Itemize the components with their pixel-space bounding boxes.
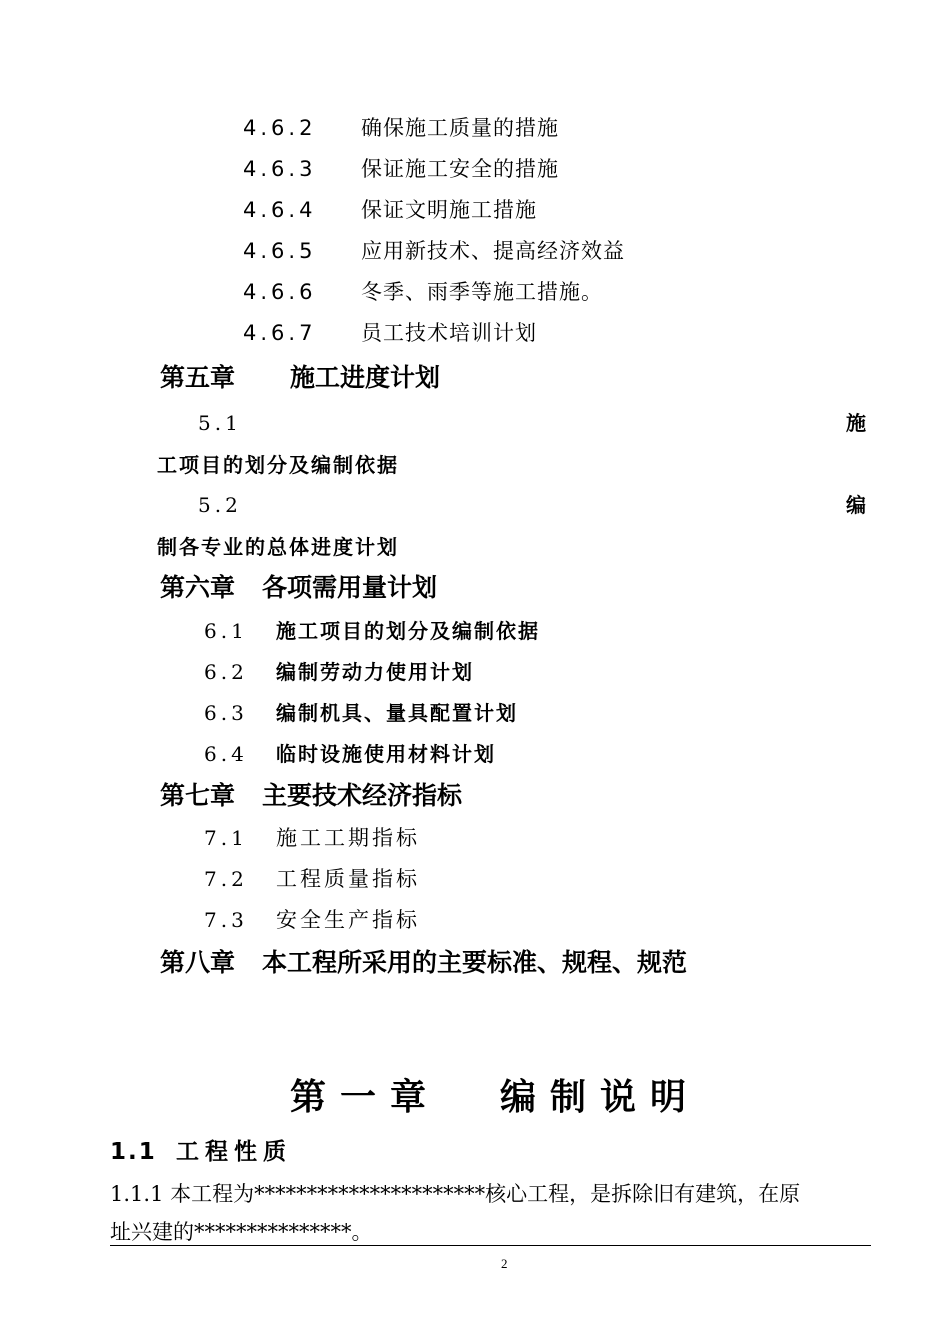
- toc-item-4-6-5: [243, 241, 625, 262]
- toc-item-5-1-continuation: 工项目的划分及编制依据: [157, 453, 399, 477]
- toc-item-text: 编制劳动力使用计划: [276, 660, 474, 684]
- chapter-label: 第七章: [160, 781, 236, 810]
- toc-item-number: 4.6.7: [243, 321, 317, 345]
- chapter-title: 施工进度计划: [290, 363, 441, 392]
- toc-chapter-6: [160, 575, 437, 600]
- section-number: 1.1: [110, 1139, 157, 1165]
- toc-item-text: 应用新技术、提高经济效益: [361, 239, 625, 263]
- chapter-title: 主要技术经济指标: [262, 781, 463, 810]
- toc-item-4-6-3: [243, 159, 559, 180]
- toc-item-5-2-continuation: 制各专业的总体进度计划: [157, 535, 399, 559]
- toc-item-number: 7.2: [204, 867, 248, 891]
- chapter-title: 各项需用量计划: [262, 573, 438, 602]
- toc-item-6-2: [204, 662, 474, 682]
- toc-item-4-6-6: [243, 282, 603, 303]
- toc-item-5-2-right-char: 编: [846, 493, 868, 517]
- toc-item-number: 7.1: [204, 826, 248, 850]
- toc-item-5-1-right-char: 施: [846, 411, 868, 435]
- toc-item-number: 4.6.3: [243, 157, 317, 181]
- toc-item-text: 施工项目的划分及编制依据: [276, 619, 540, 643]
- toc-item-text: 保证文明施工措施: [361, 198, 537, 222]
- toc-item-text: 临时设施使用材料计划: [276, 742, 496, 766]
- toc-item-number: 6.3: [204, 701, 248, 725]
- chapter-1-title-label: 第一章: [290, 1077, 441, 1118]
- toc-item-text: 安全生产指标: [276, 908, 420, 932]
- chapter-1-title-text: 编制说明: [500, 1077, 701, 1118]
- toc-item-7-1: [204, 828, 420, 849]
- toc-item-7-2: [204, 869, 420, 890]
- section-1-1-heading: [110, 1141, 292, 1164]
- chapter-label: 第六章: [160, 573, 236, 602]
- toc-item-text: 编制机具、量具配置计划: [276, 701, 518, 725]
- toc-chapter-5: [160, 365, 440, 390]
- toc-item-7-3: [204, 910, 420, 931]
- toc-item-6-1: [204, 621, 540, 641]
- toc-item-4-6-7: [243, 323, 537, 344]
- toc-chapter-8: [160, 950, 687, 975]
- chapter-label: 第五章: [160, 363, 236, 392]
- toc-item-text: 冬季、雨季等施工措施。: [361, 280, 603, 304]
- chapter-1-title: [290, 1077, 701, 1118]
- toc-item-5-2-number: 5.2: [198, 493, 242, 517]
- footer-rule: [110, 1245, 871, 1246]
- toc-item-number: 6.2: [204, 660, 248, 684]
- toc-item-4-6-4: [243, 200, 537, 221]
- chapter-title: 本工程所采用的主要标准、规程、规范: [262, 948, 688, 977]
- page-number: 2: [501, 1256, 508, 1271]
- section-title: 工程性质: [176, 1139, 292, 1165]
- toc-item-text: 工程质量指标: [276, 867, 420, 891]
- toc-item-5-1-number: 5.1: [198, 411, 242, 435]
- toc-item-4-6-2: [243, 118, 559, 139]
- toc-item-number: 6.1: [204, 619, 248, 643]
- toc-item-text: 保证施工安全的措施: [361, 157, 559, 181]
- toc-item-number: 7.3: [204, 908, 248, 932]
- toc-item-text: 员工技术培训计划: [361, 321, 537, 345]
- toc-item-6-3: [204, 703, 518, 723]
- toc-item-text: 施工工期指标: [276, 826, 420, 850]
- toc-item-text: 确保施工质量的措施: [361, 116, 559, 140]
- toc-chapter-7: [160, 783, 462, 808]
- toc-item-number: 4.6.6: [243, 280, 317, 304]
- chapter-label: 第八章: [160, 948, 236, 977]
- toc-item-number: 4.6.2: [243, 116, 317, 140]
- toc-item-number: 4.6.5: [243, 239, 317, 263]
- paragraph-line-2: 址兴建的***************。: [110, 1220, 373, 1244]
- paragraph-line-1: 1.1.1 本工程为**********************核心工程，是拆除旧有建筑，在原: [110, 1182, 801, 1206]
- toc-item-number: 4.6.4: [243, 198, 317, 222]
- toc-item-number: 6.4: [204, 742, 248, 766]
- toc-item-6-4: [204, 744, 496, 764]
